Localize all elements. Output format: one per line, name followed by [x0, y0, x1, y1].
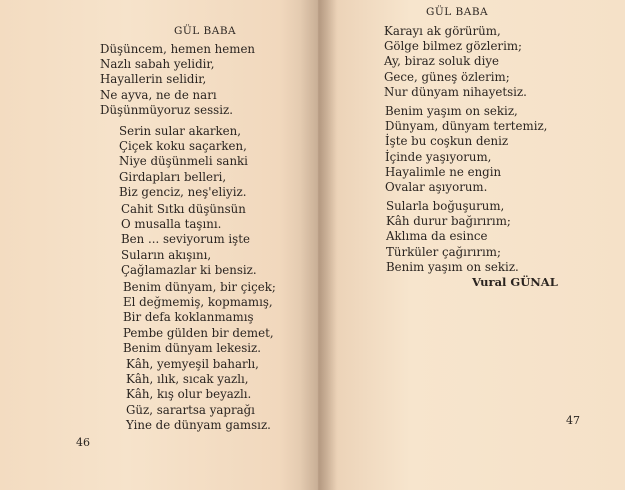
poem-line: Gölge bilmez gözlerim;: [384, 39, 523, 54]
poem-line: Kâh, ılık, sıcak yazlı,: [126, 372, 249, 387]
author-signature: Vural GÜNAL: [472, 275, 558, 289]
poem-line: Türküler çağırırım;: [386, 244, 501, 259]
poem-line: Ay, biraz soluk diye: [384, 54, 499, 69]
poem-line: Hayallerin selidir,: [100, 72, 207, 87]
left-stanza-1: [100, 42, 255, 118]
poem-line: Biz genciz, neş'eliyiz.: [119, 184, 247, 199]
poem-line: Düşüncem, hemen hemen: [100, 42, 256, 56]
poem-line: Niye düşünmeli sanki: [119, 154, 248, 169]
poem-line: Çağlamazlar ki bensiz.: [121, 262, 257, 277]
poem-line: Nazlı sabah yelidir,: [100, 57, 215, 72]
right-stanza-1: [384, 24, 527, 100]
poem-line: İçinde yaşıyorum,: [385, 149, 492, 164]
left-stanza-2: [119, 124, 248, 200]
poem-line: O musalla taşını.: [121, 217, 222, 232]
poem-line: Ben ... seviyorum işte: [121, 232, 250, 247]
poem-line: Düşünmüyoruz sessiz.: [100, 102, 233, 117]
left-page-number: 46: [76, 436, 90, 449]
poem-line: Dünyam, dünyam tertemiz,: [385, 119, 548, 134]
poem-line: Güz, sarartsa yaprağı: [126, 402, 255, 417]
poem-line: Aklıma da esince: [386, 229, 488, 244]
poem-line: Suların akışını,: [121, 247, 212, 262]
right-page-number: 47: [566, 414, 580, 427]
poem-line: Nur dünyam nihayetsiz.: [384, 84, 527, 99]
right-page-header: GÜL BABA: [426, 6, 489, 18]
poem-line: Sularla boğuşurum,: [386, 199, 505, 213]
poem-line: Benim yaşım on sekiz,: [385, 104, 518, 118]
poem-line: Ne ayva, ne de narı: [100, 87, 217, 102]
left-page-header: GÜL BABA: [174, 25, 237, 37]
poem-line: Serin sular akarken,: [119, 124, 242, 138]
poem-line: Hayalimle ne engin: [385, 164, 502, 179]
poem-line: Benim yaşım on sekiz.: [386, 259, 519, 274]
left-stanza-4: [123, 280, 276, 356]
right-stanza-2: [385, 104, 547, 195]
poem-line: Bir defa koklanmamış: [123, 310, 254, 325]
poem-line: Kâh durur bağırırım;: [386, 214, 511, 229]
poem-line: Benim dünyam lekesiz.: [123, 340, 262, 355]
poem-line: Kâh, yemyeşil baharlı,: [126, 357, 259, 371]
poem-line: Kâh, kış olur beyazlı.: [126, 387, 252, 402]
poem-line: İşte bu coşkun deniz: [385, 134, 509, 149]
poem-line: Çiçek koku saçarken,: [119, 139, 247, 154]
poem-line: Ovalar aşıyorum.: [385, 179, 488, 194]
poem-line: Cahit Sıtkı düşünsün: [121, 202, 246, 216]
book-gutter: [300, 0, 338, 490]
poem-line: Yine de dünyam gamsız.: [126, 417, 271, 432]
poem-line: Gece, güneş özlerim;: [384, 69, 510, 84]
poem-line: El değmemiş, kopmamış,: [123, 295, 273, 310]
right-stanza-3: [386, 199, 519, 275]
poem-line: Benim dünyam, bir çiçek;: [123, 280, 276, 294]
left-stanza-5: [126, 357, 271, 433]
left-stanza-3: [121, 202, 257, 278]
poem-line: Karayı ak görürüm,: [384, 24, 501, 38]
poem-line: Pembe gülden bir demet,: [123, 325, 274, 340]
poem-line: Girdapları belleri,: [119, 169, 227, 184]
